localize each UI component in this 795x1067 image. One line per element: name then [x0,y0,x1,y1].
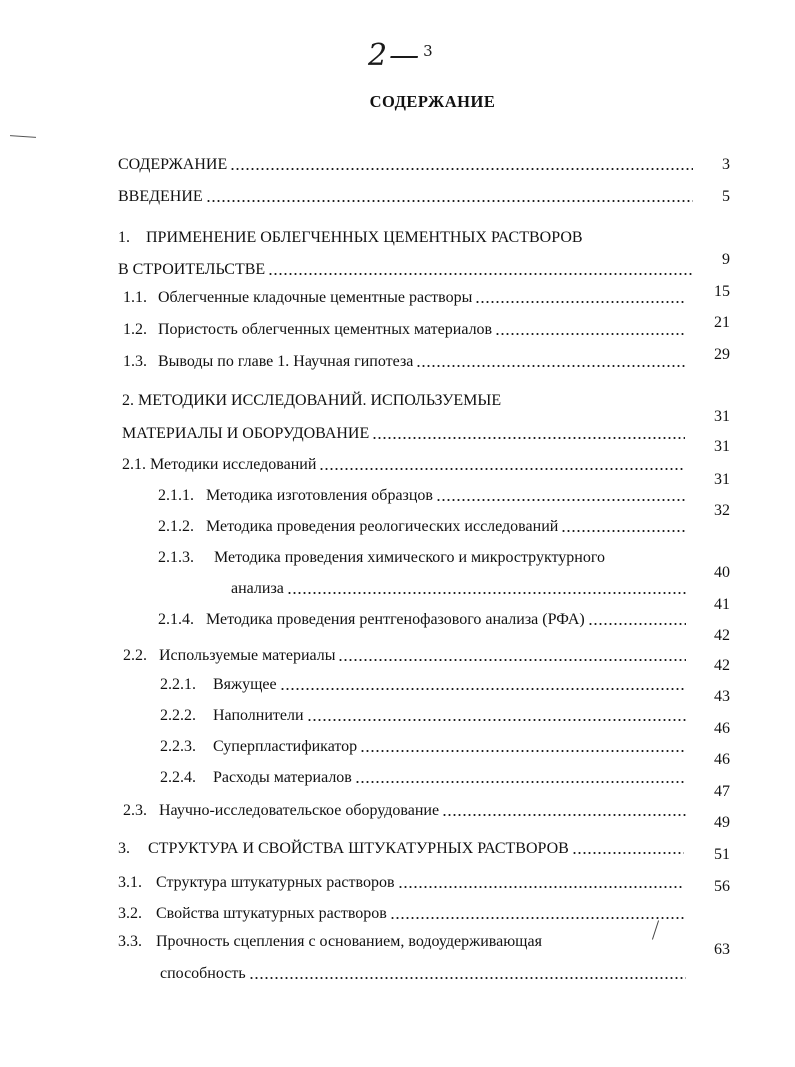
toc-entry-number: 3.3. [118,933,142,950]
dot-leader [355,780,686,784]
toc-entry-title: Пористость облегченных цементных материалов [158,321,493,338]
toc-page-number: 15 [714,283,730,300]
toc-entry-title: Прочность сцепления с основанием, водоудерживающая [156,933,542,950]
toc-page-number: 5 [722,188,730,205]
toc-entry [122,453,687,475]
toc-page-number: 31 [714,438,730,455]
toc-page-number: 46 [714,751,730,768]
dot-leader [372,436,685,440]
dot-leader [475,300,686,304]
toc-page-number: 46 [714,720,730,737]
toc-page-number: 63 [714,941,730,958]
toc-entry [123,318,688,340]
toc-page-number: 49 [714,814,730,831]
toc-page-number: 51 [714,846,730,863]
dot-leader [287,591,686,595]
toc-entry [123,644,688,666]
toc-entry-title: Выводы по главе 1. Научная гипотеза [158,353,414,370]
handwritten-page-mark: 2— $^3$ [368,38,435,73]
toc-entry-title: Наполнители [213,707,304,724]
toc-entry [231,577,688,599]
dot-leader [561,529,686,533]
toc-entry [122,389,682,411]
toc-entry-title: анализа [231,580,284,597]
margin-pencil-mark [10,135,36,138]
toc-page-number: 47 [714,783,730,800]
toc-page-number: 9 [722,251,730,268]
toc-entry-number: 2.2.2. [160,707,196,724]
toc-entry [160,704,688,726]
toc-entry [158,608,688,630]
toc-page-number: 40 [714,564,730,581]
toc-entry-number: 2.1.2. [158,518,194,535]
toc-entry-title: ВВЕДЕНИЕ [118,188,203,205]
toc-entry [123,799,688,821]
toc-entry-title: ПРИМЕНЕНИЕ ОБЛЕГЧЕННЫХ ЦЕМЕНТНЫХ РАСТВОРОВ [146,229,583,246]
toc-entry-number: 3.2. [118,905,142,922]
toc-entry-number: 1.1. [123,289,147,306]
dot-leader [572,851,684,855]
dot-leader [588,622,686,626]
toc-entry-number: 3. [118,840,130,857]
toc-entry-number: 1.2. [123,321,147,338]
toc-entry-title: 2. МЕТОДИКИ ИССЛЕДОВАНИЙ. ИСПОЛЬЗУЕМЫЕ [122,392,502,409]
toc-entry-title: Суперпластификатор [213,738,358,755]
toc-entry-number: 2.2.4. [160,769,196,786]
dot-leader [230,167,693,171]
toc-entry-title: Научно-исследовательское оборудование [159,802,440,819]
toc-entry-title: В СТРОИТЕЛЬСТВЕ [118,261,266,278]
toc-entry [158,484,688,506]
toc-entry-title: Свойства штукатурных растворов [156,905,387,922]
dot-leader [390,916,684,920]
toc-entry-title: Расходы материалов [213,769,352,786]
dot-leader [442,813,686,817]
toc-entry-number: 2.2. [123,647,147,664]
toc-entry [118,258,695,280]
dot-leader [416,364,686,368]
toc-entry-title: способность [160,965,246,982]
dot-leader [280,687,686,691]
dot-leader [249,976,686,980]
dot-leader [307,718,686,722]
toc-entry [118,185,695,207]
toc-entry [122,422,687,444]
toc-entry-number: 2.1.1. [158,487,194,504]
toc-entry-title: СОДЕРЖАНИЕ [118,156,228,173]
toc-page-number: 29 [714,346,730,363]
dot-leader [338,658,686,662]
toc-entry-title: Методика изготовления образцов [206,487,433,504]
toc-page-number: 41 [714,596,730,613]
dot-leader [398,885,685,889]
toc-page-number: 3 [722,156,730,173]
toc-entry [158,515,688,537]
toc-entry-number: 2.1.4. [158,611,194,628]
toc-entry-number: 2.3. [123,802,147,819]
toc-page-number: 56 [714,878,730,895]
toc-entry [118,871,686,893]
toc-entry-title: Облегченные кладочные цементные растворы [158,289,473,306]
toc-entry [118,226,678,248]
dot-leader [206,199,693,203]
toc-entry [118,902,686,924]
toc-entry-number: 2.2.3. [160,738,196,755]
toc-entry-number: 2.2.1. [160,676,196,693]
toc-entry-title: МАТЕРИАЛЫ И ОБОРУДОВАНИЕ [122,425,370,442]
toc-entry-title: Методика проведения реологических исследований [206,518,559,535]
toc-entry [160,673,688,695]
toc-entry [160,962,688,984]
toc-entry-title: 2.1. Методики исследований [122,456,317,473]
toc-entry-title: Вяжущее [213,676,277,693]
toc-entry [123,286,688,308]
toc-entry-number: 1.3. [123,353,147,370]
toc-entry [123,350,688,372]
toc-entry-number: 1. [118,229,130,246]
toc-entry [118,837,686,859]
toc-entry [160,766,688,788]
toc-entry-number: 2.1.3. [158,549,194,566]
toc-page-number: 21 [714,314,730,331]
toc-entry [160,735,688,757]
toc-page-number: 43 [714,688,730,705]
toc-entry-number: 3.1. [118,874,142,891]
toc-entry-title: Структура штукатурных растворов [156,874,395,891]
toc-entry [158,546,668,568]
toc-entry-title: Используемые материалы [159,647,336,664]
toc-entry-title: Методика проведения рентгенофазового анализа (РФА) [206,611,585,628]
dot-leader [319,467,685,471]
toc-entry-title: СТРУКТУРА И СВОЙСТВА ШТУКАТУРНЫХ РАСТВОРОВ [148,840,569,857]
toc-page-number: 42 [714,657,730,674]
toc-entry [118,153,695,175]
dot-leader [495,332,686,336]
dot-leader [436,498,686,502]
dot-leader [268,272,693,276]
toc-page-number: 31 [714,408,730,425]
dot-leader [360,749,686,753]
toc-entry [118,930,618,952]
toc-page-number: 31 [714,471,730,488]
toc-page-number: 42 [714,627,730,644]
toc-page-number: 32 [714,502,730,519]
page-title: СОДЕРЖАНИЕ [369,92,496,111]
toc-entry-title: Методика проведения химического и микроструктурного [214,549,606,566]
